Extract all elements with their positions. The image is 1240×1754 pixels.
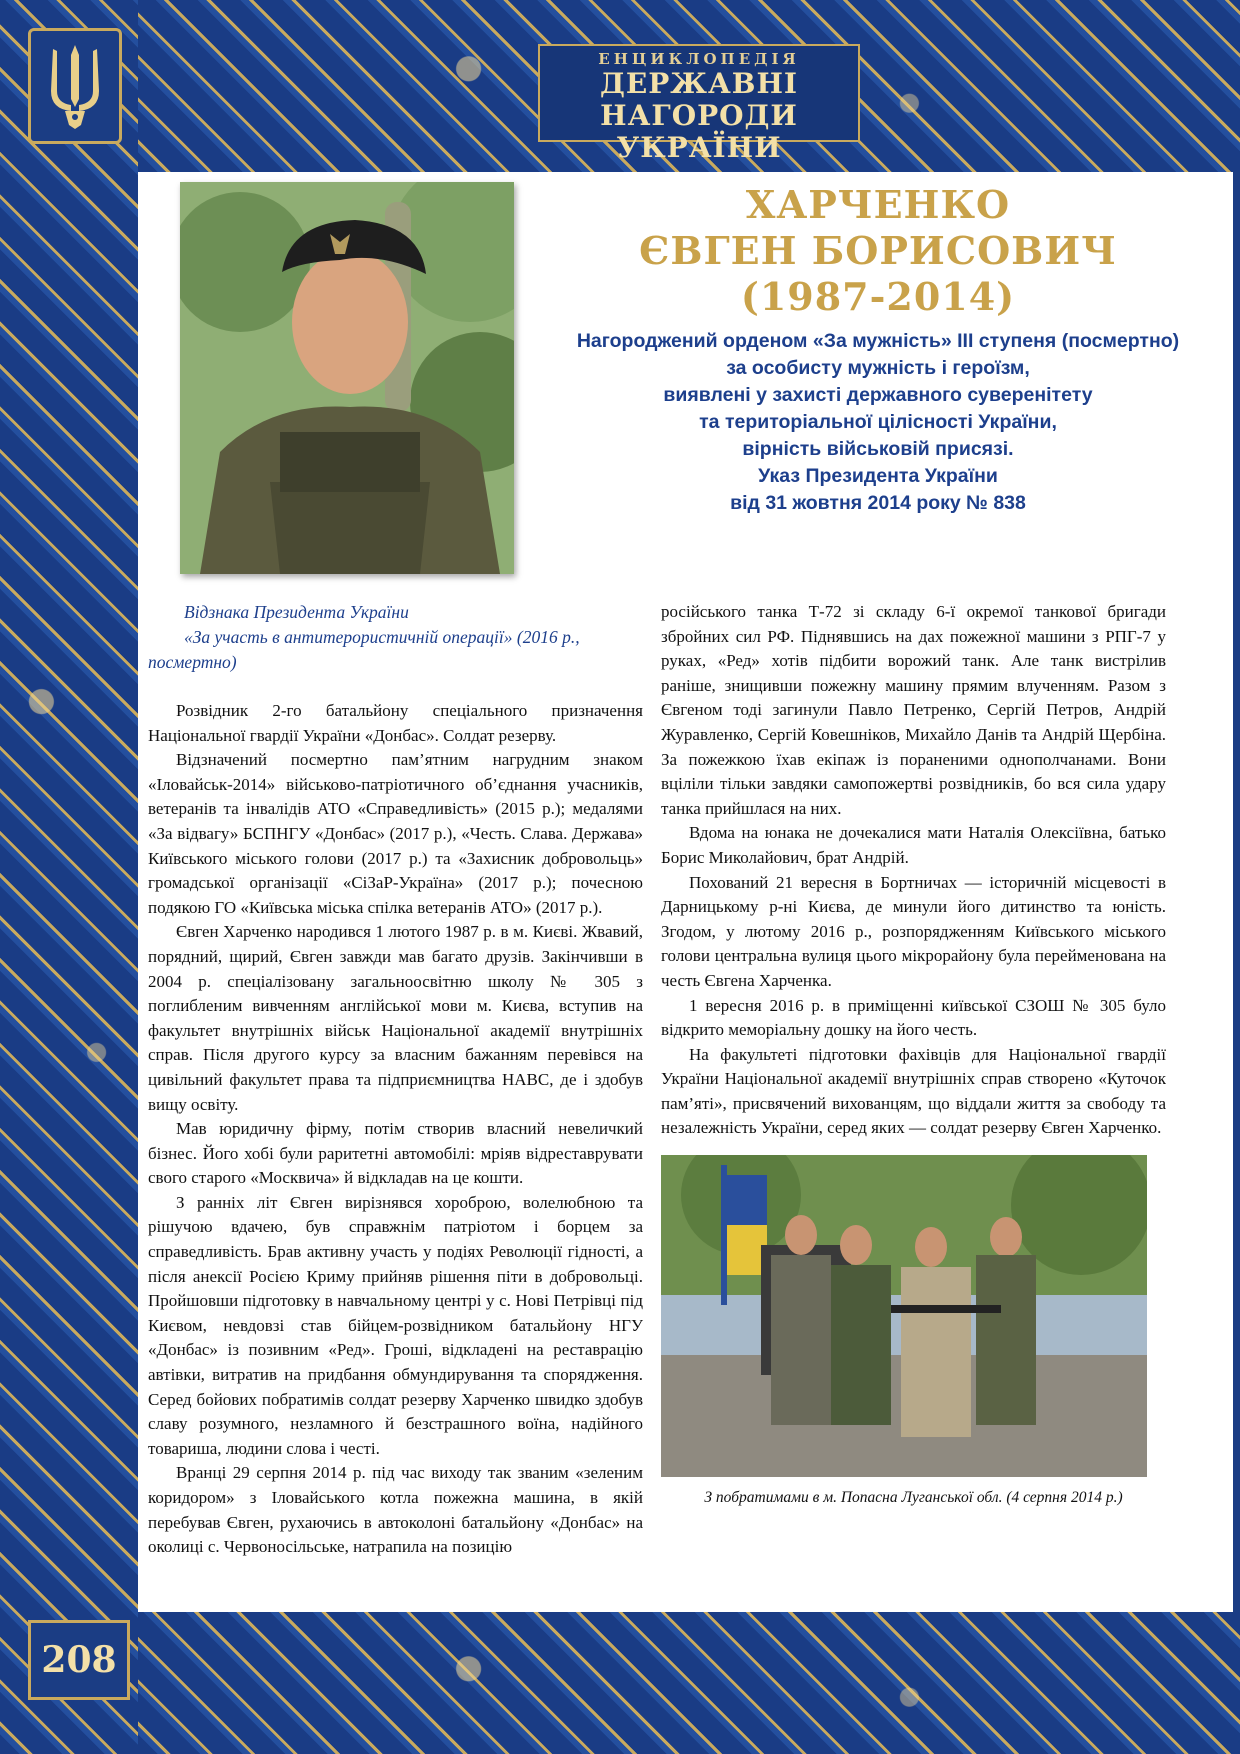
body-paragraph: Похований 21 вересня в Бортничах — історичній місцевості в Дарницькому р-ні Києва, де минули його дитинство та юність. Згодом, у лютому 2016 р., розпорядженням Київського міського голови центральна вулиця цього мікрорайону була перейменована на честь Євгена Харченка.	[661, 872, 1166, 990]
page-content	[138, 172, 1233, 1612]
left-ornament-border	[0, 0, 138, 1754]
person-surname: ХАРЧЕНКО	[745, 182, 1011, 227]
bottom-ornament-border	[138, 1612, 1240, 1754]
award-line: Указ Президента України	[758, 465, 998, 487]
portrait-photo	[180, 182, 514, 574]
person-given-names: ЄВГЕН БОРИСОВИЧ	[639, 228, 1117, 273]
badge-caption	[148, 600, 643, 675]
body-paragraph: Відзначений посмертно пам’ятним нагрудним знаком «Іловайськ-2014» військово-патріотичного об’єднання учасників, ветеранів та інвалідів АТО «Справедливість» (2015 р.); медалями «За відвагу» БСПНГУ «Донбас» (2017 р.), «Честь. Слава. Держава» Київського міського голови (2017 р.) та «Захисник добровольць» громадської організації «СіЗаР-Україна» (2017 р.); почесною подякою ГО «Київська міська спілка ветеранів АТО» (2017 р.).	[148, 750, 643, 917]
left-column	[148, 600, 643, 1560]
article-heading	[548, 182, 1208, 517]
encyclopedia-label: ЕНЦИКЛОПЕДІЯ	[598, 50, 800, 68]
photo-caption: З побратимами в м. Попасна Луганської обл. (4 серпня 2014 р.)	[704, 1489, 1123, 1507]
trident-icon	[43, 41, 107, 131]
encyclopedia-title-line2: УКРАЇНИ	[616, 131, 782, 164]
right-column	[661, 600, 1166, 1507]
body-paragraph: Євген Харченко народився 1 лютого 1987 р. в м. Києві. Жвавий, порядний, щирий, Євген завжди мав багато друзів. Закінчивши в 2004 р. спеціалізовану загальноосвітню школу № 305 з поглибленим вивченням англійської мови м. Києва, вступив на факультет внутрішніх військ Національної академії внутрішніх справ. Після другого курсу за власним бажанням перевівся на цивільний факультет права та підприємництва НАВС, де і здобув вищу освіту.	[148, 922, 643, 1114]
person-years: (1987-2014)	[740, 274, 1016, 319]
award-line: та територіальної цілісності України,	[699, 411, 1057, 433]
badge-caption-line1: Відзнака Президента України	[184, 602, 409, 622]
page-number: 208	[41, 1639, 117, 1681]
page-number-box	[28, 1620, 130, 1700]
badge-caption-line2: «За участь в антитерористичній операції» (2016 р.,	[184, 627, 580, 647]
body-paragraph: Вдома на юнака не дочекалися мати Наталія Олексіївна, батько Борис Миколайович, брат Андрій.	[661, 823, 1166, 867]
encyclopedia-title-plate	[538, 44, 860, 164]
group-photo-image	[661, 1155, 1147, 1477]
award-line: за особисту мужність і героїзм,	[726, 357, 1030, 379]
award-statement	[548, 328, 1208, 517]
encyclopedia-title-line1: ДЕРЖАВНІ НАГОРОДИ	[599, 67, 799, 132]
portrait-image	[180, 182, 514, 574]
emblem-box	[28, 28, 122, 144]
body-paragraph: Розвідник 2-го батальйону спеціального призначення Національної гвардії України «Донбас». Солдат резерву.	[148, 701, 643, 745]
body-paragraph: 1 вересня 2016 р. в приміщенні київської СЗОШ № 305 було відкрито меморіальну дошку на його честь.	[661, 995, 1166, 1040]
badge-caption-line3: посмертно)	[148, 652, 237, 672]
award-line: Нагороджений орденом «За мужність» III ступеня (посмертно)	[576, 330, 1180, 352]
body-paragraph-continued: російського танка Т-72 зі складу 6-ї окремої танкової бригади збройних сил РФ. Піднявшись на дах пожежної машини з РПГ-7 у руках, «Ред» хотів підбити ворожий танк. Але танк вистрілив раніше, знищивши пожежну машину прямим влученням. Разом з Євгеном тоді загинули Павло Петренко, Сергій Петров, Андрій Журавленко, Сергій Ковешніков, Михайло Данів та Андрій Щербіна. За пожежкою їхав екіпаж із пораненими однополчанами. Вони вціліли тільки завдяки самопожертві розвідників, бо вся сила удару танка прийшлася на них.	[661, 602, 1166, 818]
award-line: вірність військовій присязі.	[742, 438, 1014, 460]
award-line: виявлені у захисті державного суверенітету	[663, 384, 1093, 406]
body-paragraph: Мав юридичну фірму, потім створив власний невеличкий бізнес. Його хобі були раритетні автомобілі: мріяв відреставрувати свого старого «Москвича» й відкладав на це кошти.	[148, 1119, 643, 1188]
group-photo	[661, 1155, 1147, 1477]
body-paragraph: З ранніх літ Євген вирізнявся хороброю, волелюбною та рішучою вдачею, був справжнім патріотом і борцем за справедливість. Брав активну участь у подіях Революції гідності, а після анексії Росією Криму прийняв рішення піти в добровольці. Пройшовши підготовку в навчальному центрі у с. Нові Петрівці під Києвом, невдовзі став бійцем-розвідником батальйону НГУ «Донбас» із позивним «Ред». Гроші, відкладені на реставрацію автівки, витратив на придбання обмундирування та спорядження. Серед бойових побратимів солдат резерву Харченко швидко здобув славу розумного, незламного й безстрашного воїна, надійного товариша, людини слова і честі.	[148, 1192, 643, 1458]
body-paragraph: На факультеті підготовки фахівців для Національної гвардії України Національної академії внутрішніх справ створено «Куточок пам’яті», присвячений вихованцям, що віддали життя за свободу та незалежність України, серед яких — солдат резерву Євген Харченко.	[661, 1044, 1166, 1138]
body-paragraph: Вранці 29 серпня 2014 р. під час виходу так званим «зеленим коридором» з Іловайського котла пожежна машина, в якій перебував Євген, рухаючись в автоколоні батальйону «Донбас» на околиці с. Червоносільське, натрапила на позицію	[148, 1463, 643, 1557]
award-line: від 31 жовтня 2014 року № 838	[730, 492, 1026, 514]
